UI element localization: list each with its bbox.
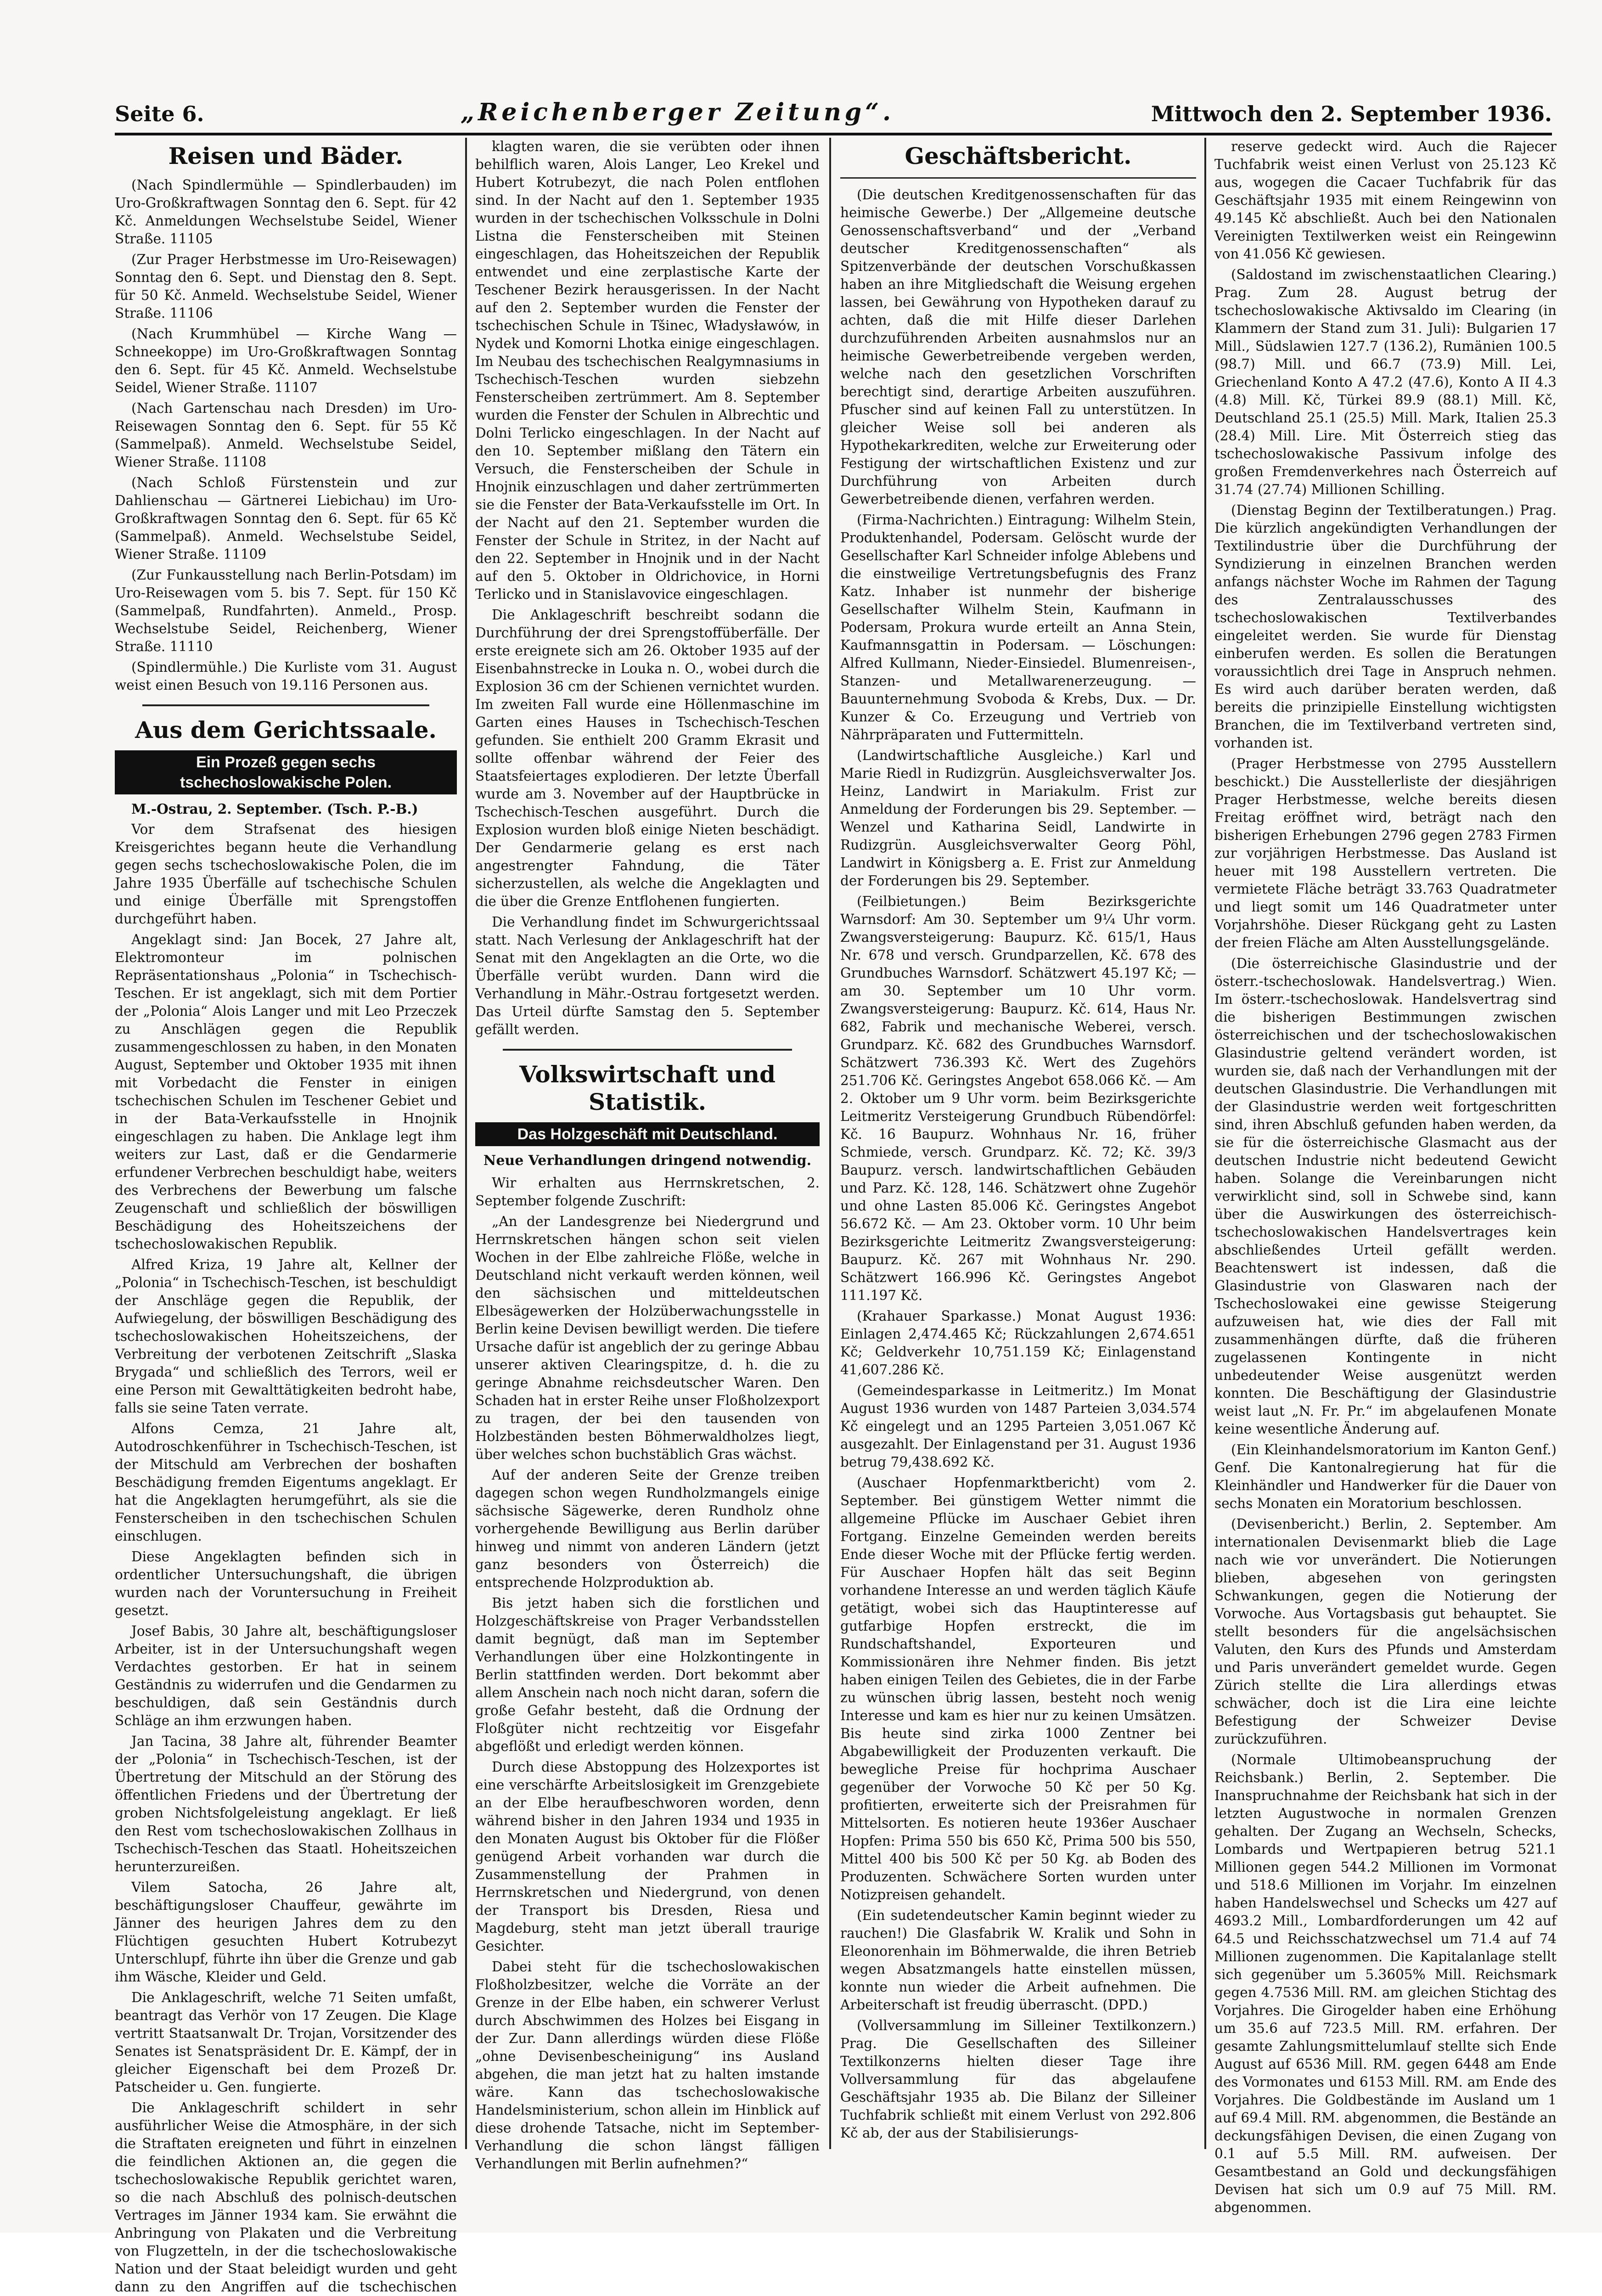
section-title-travel: Reisen und Bäder. (168, 142, 404, 169)
article-paragraph: Die Anklageschrift, welche 71 Seiten umfaßt, beantragt das Verhör von 17 Zeugen. Die Klage vertritt Staatsanwalt Dr. Trojan, Vorsitzender des Senates ist Senatspräsident Dr. E. Kämpf, der in gleicher Eigenschaft bei dem Prozeß Dr. Patscheider u. Gen. fungierte. (115, 1990, 457, 2095)
article-paragraph: Auf der anderen Seite der Grenze treiben dagegen schon wegen Rundholzmangels einige sächsische Sägewerke, deren Rundholz ohne vorhergehende Bewilligung aus Berlin darüber hinweg und nimmt von anderen Ländern (jetzt ganz besonders von Österreich) die entsprechende Holzproduktion ab. (475, 1467, 820, 1590)
article-paragraph: Diese Angeklagten befinden sich in ordentlicher Untersuchungshaft, die übrigen wurden nach der Voruntersuchung in Freiheit gesetzt. (115, 1549, 457, 1618)
travel-notice: (Nach Schloß Fürstenstein und zur Dahlienschau — Gärtnerei Liebichau) im Uro-Großkraftwagen Sonntag den 6. Sept. für 65 Kč (Sammelpaß). Anmeld. Wechselstube Seidel, Wiener Straße. 11109 (115, 475, 457, 562)
column-rule (465, 138, 467, 2149)
article-paragraph: Alfred Kriza, 19 Jahre alt, Kellner der „Polonia“ in Tschechisch-Teschen, ist beschuldigt der Anschläge gegen die Republik, der Aufwiegelung, der böswilligen Beschädigung des tschechoslowakischen Hoheitszeichens, der Verbreitung der verbotenen Zeitschrift „Slaska Brygada“ und schließlich des Terrors, weil er eine Person mit Gewalttätigkeiten bedroht habe, falls sie seine Taten verrate. (115, 1257, 457, 1416)
business-item: (Die österreichische Glasindustrie und der österr.-tschechoslowak. Handelsvertrag.) Wien. Im österr.-tschechoslowak. Handelsvertrag sind die bisherigen Bestimmungen zwischen österreichischen und der tschechoslowakischen Glasindustrie geltend verändert worden, ist wurden sie, daß nach der Verhandlungen mit der deutschen Glasindustrie. Die Verhandlungen mit der Glasindustrie werden weit fortgeschritten sind, ihren Abschluß gefunden haben werden, da sie für die österreichische Glasmacht aus der deutschen Industrie nicht bedeutend Gewicht haben. Solange die Vereinbarungen nicht verwirklicht sind, soll in Schwebe sind, kann über die Auswirkungen des österreichisch-tschechoslowakischen Handelsvertrages kein abschließendes Urteil gefällt werden. Beachtenswert ist indessen, daß die Glasindustrie von Glaswaren nach der Tschechoslowakei eine gewisse Steigerung aufzuweisen hat, wie dies der Fall mit zusammenhängen dürfte, daß die früheren zugelassenen Kontingente in nicht unbedeutender Weise ausgenützt werden konnten. Die Beschäftigung der Glasindustrie weist laut „N. Fr. Pr.“ im abgelaufenen Monate keine wesentliche Änderung auf. (1214, 956, 1557, 1437)
section-title-court: Aus dem Gerichtssaale. (135, 716, 437, 743)
article-paragraph: Die Anklageschrift beschreibt sodann die Durchführung der drei Sprengstoffüberfälle. Der erste ereignete sich am 26. Oktober 1935 auf der Eisenbahnstrecke in Louka n. O., wobei durch die Explosion 36 cm der Schienen vernichtet wurden. Im zweiten Fall wurde eine Höllenmaschine im Garten eines Hauses in Tschechisch-Teschen gefunden. Sie enthielt 200 Gramm Ekrasit und sollte offenbar während der Feier des Staatsfeiertages explodieren. Der letzte Überfall wurde am 3. November auf der Hauptbrücke in Tschechisch-Teschen ausgeführt. Durch die Explosion wurden bloß einige Nieten beschädigt. Der Gendarmerie gelang es erst nach angestrengter Fahndung, die Täter sicherzustellen, als welche die Angeklagten und die über die Grenze Entflohenen fungierten. (475, 607, 820, 909)
article-paragraph: Wir erhalten aus Herrnskretschen, 2. September folgende Zuschrift: (475, 1175, 820, 1209)
column-2 (475, 138, 820, 2172)
article-paragraph: Die Verhandlung findet im Schwurgerichtssaal statt. Nach Verlesung der Anklageschrift hat der Senat mit den Angeklagten an die Orte, wo die Überfälle verübt wurden. Dann wird die Verhandlung in Mähr.-Ostrau fortgesetzt werden. Das Urteil dürfte Samstag den 5. September gefällt werden. (475, 914, 820, 1037)
business-item: (Saldostand im zwischenstaatlichen Clearing.) Prag. Zum 28. August betrug der tschechoslowakische Aktivsaldo im Clearing (in Klammern der Stand zum 31. Juli): Bulgarien 17 Mill., Südslawien 127.7 (136.2), Rumänien 100.5 (98.7) Mill. und 66.7 (73.9) Mill. Lei, Griechenland Konto A 47.2 (47.6), Konto A II 4.3 (4.8) Mill. Kč, Türkei 89.9 (88.1) Mill. Kč, Deutschland 25.1 (25.5) Mill. Mark, Italien 25.3 (28.4) Mill. Lire. Mit Österreich stieg das tschechoslowakische Passivum infolge des großen Fremdenverkehres nach Österreich auf 31.74 (27.74) Millionen Schilling. (1214, 267, 1557, 497)
page-number: Seite 6. (115, 101, 204, 126)
business-item: (Landwirtschaftliche Ausgleiche.) Karl und Marie Riedl in Rudizgrün. Ausgleichsverwalter Jos. Heinz, Landwirt in Mariakulm. Frist zur Anmeldung der Forderungen bis 29. September. — Wenzel und Katharina Seidl, Landwirte in Rudizgrün. Ausgleichsverwalter Georg Pöhl, Landwirt in Königsberg a. E. Frist zur Anmeldung der Forderungen bis 29. September. (840, 748, 1196, 889)
article-paragraph: klagten waren, die sie verübten oder ihnen behilflich waren, Alois Langer, Leo Krekel und Hubert Kotrubezyt, die nach Polen entflohen sind. In der Nacht auf den 1. September 1935 wurden in der tschechischen Volksschule in Dolni Listna die Fensterscheiben mit Steinen eingeschlagen, das Hoheitszeichen der Republik entwendet und eine zerplastische Karte der Teschener Bezirk herausgerissen. In der Nacht auf den 2. September wurden die Fenster der tschechischen Schule in Tšinec, Władysławów, in Nydek und Komorni Lhotka einige eingeschlagen. Im Neubau des tschechischen Realgymnasiums in Tschechisch-Teschen wurden siebzehn Fensterscheiben zertrümmert. Am 8. September wurden die Fenster der Schulen in Albrechtic und Dolni Terlicko eingeschlagen. In der Nacht auf den 10. September mißlang den Tätern ein Versuch, die Fensterscheiben der Schule in Hnojnik einzuschlagen und daher zertrümmerten sie die Fenster der Bata-Verkaufsstelle im Ort. In der Nacht auf den 21. September wurden die Fenster der Schule in Stritez, in der Nacht auf den 22. September in Hnojnik und in der Nacht auf den 5. Oktober in Oldrichovice, in Horni Terlicko und in Stanislavovice eingeschlagen. (475, 139, 820, 602)
section-title-business: Geschäftsbericht. (905, 142, 1132, 169)
masthead (115, 85, 1552, 135)
article-paragraph: Vilem Satocha, 26 Jahre alt, beschäftigungsloser Chauffeur, gewährte im Jänner des heurigen Jahres dem zu den Flüchtigen gesuchten Hubert Kotrubezyt Unterschlupf, führte ihn über die Grenze und gab ihm Wäsche, Kleider und Geld. (115, 1880, 457, 1985)
article-paragraph: Die Anklageschrift schildert in sehr ausführlicher Weise die Atmosphäre, in der sich die Straftaten ereigneten und führt in einzelnen die feindlichen Aktionen an, die gegen die tschechoslowakische Republik gerichtet waren, so die nach Abschluß des polnisch-deutschen Vertrages im Jänner 1934 kam. Sie erwähnt die Anbringung von Plakaten und die Verbreitung von Flugzetteln, in der die tschechoslowakische Nation und der Staat beleidigt wurden und geht dann zu den Angriffen auf die tschechischen (115, 2100, 457, 2295)
travel-notice: (Nach Gartenschau nach Dresden) im Uro-Reisewagen Sonntag den 6. Sept. für 55 Kč (Sammelpaß). Anmeld. Wechselstube Seidel, Wiener Straße. 11108 (115, 400, 457, 470)
divider (840, 177, 1196, 179)
business-item: (Dienstag Beginn der Textilberatungen.) Prag. Die kürzlich angekündigten Verhandlungen der Textilindustrie über die Durchführung der Syndizierung in einzelnen Branchen werden anfangs nächster Woche im Rahmen der Tagung des Zentralausschusses des tschechoslowakischen Textilverbandes eingeleitet werden. Sie wurde für Dienstag einberufen werden. Es sollen die Beratungen voraussichtlich drei Tage in Anspruch nehmen. Es wird auch darüber beraten werden, daß bereits die prinzipielle Einstellung wichtigsten Branchen, die im Textilverband vertreten sind, vorhanden ist. (1214, 502, 1557, 751)
column-rule (829, 138, 831, 2149)
business-item: (Ein Kleinhandelsmoratorium im Kanton Genf.) Genf. Die Kantonalregierung hat für die Kleinhändler und Handwerker für die Dauer von sechs Monaten ein Moratorium beschlossen. (1214, 1442, 1557, 1511)
business-item: reserve gedeckt wird. Auch die Rajecer Tuchfabrik weist einen Verlust von 25.123 Kč aus, wogegen die Cacaer Tuchfabrik für das Geschäftsjahr 1935 mit einem Reingewinn von 49.145 Kč abschließt. Auch bei den Nationalen Vereinigten Textilwerken weist ein Reingewinn von 41.056 Kč gewiesen. (1214, 139, 1557, 262)
business-item: (Gemeindesparkasse in Leitmeritz.) Im Monat August 1936 wurden von 1487 Parteien 3,034.574 Kč eingelegt und an 1295 Parteien 3,051.067 Kč ausgezahlt. Der Einlagenstand per 31. August 1936 betrug 79,438.692 Kč. (840, 1383, 1196, 1470)
article-paragraph: „An der Landesgrenze bei Niedergrund und Herrnskretschen hängen schon seit vielen Wochen in der Elbe zahlreiche Flöße, welche in Deutschland nicht verkauft werden können, weil den sächsischen und mitteldeutschen Elbesägewerken der Holzüberwachungsstelle in Berlin keine Devisen bewilligt werden. Die tiefere Ursache dafür ist angeblich der zu geringe Abbau unserer aktiven Clearingspitze, d. h. die zu geringe Abnahme reichsdeutscher Waren. Den Schaden hat in erster Reihe unser Floßholzexport zu tragen, der bei den tausenden von Holzbeständen besten Böhmerwaldholzes liegt, über welches schon buchstäblich Gras wächst. (475, 1214, 820, 1462)
article-paragraph: Vor dem Strafsenat des hiesigen Kreisgerichtes begann heute die Verhandlung gegen sechs tschechoslowakische Polen, die im Jahre 1935 Überfälle auf tschechische Schulen und einige Überfälle mit Sprengstoffen durchgeführt haben. (115, 822, 457, 927)
column-rule (1204, 138, 1206, 2149)
business-item: (Die deutschen Kreditgenossenschaften für das heimische Gewerbe.) Der „Allgemeine deutsche Genossenschaftsverband“ und der „Verband deutscher Kreditgenossenschaften“ als Spitzenverbände der deutschen Vorschußkassen haben an ihre Mitgliedschaft die Weisung ergehen lassen, bei Gewährung von Hypotheken darauf zu achten, daß die mit Hilfe dieser Darlehen durchzuführenden Arbeiten ausnahmslos nur an heimische Gewerbetreibende vergeben werden, welche nach den gesetzlichen Vorschriften berechtigt sind, derartige Arbeiten auszuführen. Pfuscher sind auf keinen Fall zu unterstützen. In gleicher Weise soll bei anderen als Hypothekarkrediten, welche zur Erweiterung oder Festigung der wirtschaftlichen Existenz und zur Durchführung von Arbeiten durch Gewerbetreibende dienen, verfahren werden. (840, 187, 1196, 507)
article-paragraph: Josef Babis, 30 Jahre alt, beschäftigungsloser Arbeiter, ist in der Untersuchungshaft wegen Verdachtes gestorben. Er hat in seinem Geständnis zu widerrufen und die Gendarmen zu beschuldigen, daß sein Geständnis durch Schläge an ihm erzwungen haben. (115, 1623, 457, 1728)
article-paragraph: Jan Tacina, 38 Jahre alt, führender Beamter der „Polonia“ in Tschechisch-Teschen, ist der Übertretung der Mitschuld an der Störung des öffentlichen Friedens und der Übertretung der groben Nichtsfolgeleistung angeklagt. Er ließ den Rest vom tschechoslowakischen Zollhaus in Tschechisch-Teschen das Staatl. Hoheitszeichen herunterzureißen. (115, 1733, 457, 1874)
divider (142, 704, 429, 706)
column-3 (840, 138, 1196, 2149)
business-item: (Normale Ultimobeanspruchung der Reichsbank.) Berlin, 2. September. Die Inanspruchnahme der Reichsbank hat sich in der letzten Augustwoche in normalen Grenzen gehalten. Der Zugang an Wechseln, Schecks, Lombards und Wertpapieren betrug 521.1 Millionen gegen 544.2 Millionen im Vormonat und 518.6 Millionen im Vorjahr. Im einzelnen haben Handelswechsel und Schecks um 427 auf 4693.2 Mill., Lombardforderungen um 42 auf 64.5 und Reichsschatzwechsel um 71.4 auf 74 Millionen zugenommen. Die Kapitalanlage stellt sich gegenüber um 5.3605% Mill. Reichsmark gegen 4.7536 Mill. RM. am gleichen Stichtag des Vorjahres. Die Girogelder haben eine Erhöhung um 35.6 auf 723.5 Mill. RM. erfahren. Der gesamte Zahlungsmittelumlauf stellte sich Ende August auf 6536 Mill. RM. gegen 6448 am Ende des Vormonates und 6153 Mill. RM. am Ende des Vorjahres. Die Goldbestände im Ausland um 1 auf 69.4 Mill. RM. abgenommen, die Bestände an deckungsfähigen Devisen, die einen Zugang von 0.1 auf 5.5 Mill. RM. aufweisen. Der Gesamtbestand an Gold und deckungsfähigen Devisen hat sich um 0.9 auf 75 Mill. RM. abgenommen. (1214, 1752, 1557, 2215)
column-1 (115, 138, 457, 2295)
column-4 (1214, 138, 1557, 2215)
business-item: (Ein sudetendeutscher Kamin beginnt wieder zu rauchen!) Die Glasfabrik W. Kralik und Sohn in Eleonorenhain im Böhmerwalde, die ihren Betrieb wegen Absatzmangels hatte einstellen müssen, konnte nun wieder die Arbeit aufnehmen. Die Arbeiterschaft ist freudig überrascht. (DPD.) (840, 1908, 1196, 2013)
business-item: (Feilbietungen.) Beim Bezirksgerichte Warnsdorf: Am 30. September um 9¼ Uhr vorm. Zwangsversteigerung: Baupurz. Kč. 615/1, Haus Nr. 678 und versch. Grundparzellen, Kč. 678 des Grundbuches Warnsdorf. Schätzwert 45.197 Kč; — am 30. September um 10 Uhr vorm. Zwangsversteigerung: Baupurz. Kč. 614, Haus Nr. 682, Fabrik und mechanische Weberei, versch. Grundparz. Kč. 682 des Grundbuches Warnsdorf. Schätzwert 736.393 Kč. Wert des Zugehörs 251.706 Kč. Geringstes Angebot 658.066 Kč. — Am 2. Oktober um 9 Uhr vorm. beim Bezirksgerichte Leitmeritz Versteigerung Grundbuch Rübendörfel: Kč. 16 Baupurz. Wohnhaus Nr. 16, früher Schmiede, versch. Grundparz. Kč. 72; Kč. 39/3 Baupurz. versch. landwirtschaftlichen Gebäuden und Parz. Kč. 128, 146. Schätzwert ohne Zugehör und ohne Lasten 85.006 Kč. Geringstes Angebot 56.672 Kč. — Am 23. Oktober vorm. 10 Uhr beim Bezirksgerichte Leitmeritz Zwangsversteigerung: Baupurz. Kč. 267 mit Wohnhaus Nr. 290. Schätzwert 166.996 Kč. Geringstes Angebot 111.197 Kč. (840, 894, 1196, 1303)
travel-notice: (Nach Spindlermühle — Spindlerbauden) im Uro-Großkraftwagen Sonntag den 6. Sept. für 42 Kč. Anmeldungen Wechselstube Seidel, Wiener Straße. 11105 (115, 177, 457, 247)
business-item: (Krahauer Sparkasse.) Monat August 1936: Einlagen 2,474.465 Kč; Rückzahlungen 2,674.651 Kč; Geldverkehr 10,751.159 Kč; Einlagenstand 41,607.286 Kč. (840, 1308, 1196, 1378)
article-headline: Das Holzgeschäft mit Deutschland. (475, 1122, 820, 1146)
travel-notice: (Spindlermühle.) Die Kurliste vom 31. August weist einen Besuch von 19.116 Personen aus. (115, 659, 457, 693)
divider (503, 1049, 792, 1051)
article-paragraph: Dabei steht für die tschechoslowakischen Floßholzbesitzer, welche die Vorräte an der Grenze in der Elbe haben, ein schwerer Verlust durch Abschwimmen des Holzes bei Eisgang in der Zur. Dann allerdings würden diese Flöße „ohne Devisenbescheinigung“ ins Ausland abgehen, die man jetzt hat zu halten imstande wäre. Kann das tschechoslowakische Handelsministerium, schon allein im Hinblick auf diese drohende Tatsache, nicht im September-Verhandlung die schon längst fälligen Verhandlungen mit Berlin aufnehmen?“ (475, 1959, 820, 2172)
travel-notice: (Zur Funkausstellung nach Berlin-Potsdam) im Uro-Reisewagen vom 5. bis 7. Sept. für 150 Kč (Sammelpaß, Rundfahrten). Anmeld., Prosp. Wechselstube Seidel, Reichenberg, Wiener Straße. 11110 (115, 567, 457, 654)
article-paragraph: Alfons Cemza, 21 Jahre alt, Autodroschkenführer in Tschechisch-Teschen, ist der Mitschuld am Verbrechen der boshaften Beschädigung fremden Eigentums angeklagt. Er hat die Angeklagten herumgeführt, als sie die Fensterscheiben in den tschechischen Schulen einschlugen. (115, 1421, 457, 1544)
business-item: (Auschaer Hopfenmarktbericht) vom 2. September. Bei günstigem Wetter nimmt die allgemeine Pflücke im Auschaer Gebiet ihren Fortgang. Einzelne Gemeinden werden bereits Ende dieser Woche mit der Pflücke fertig werden. Für Auschaer Hopfen hält das seit Beginn vorhandene Interesse an und werden täglich Käufe getätigt, wobei sich das Hauptinteresse auf gutfarbige Hopfen erstreckt, die im Rundschaftshandel, Exporteuren und Kommissionären ihre Nehmer finden. Bis jetzt haben einigen Teilen des Gebietes, die in der Farbe zu wünschen übrig lassen, besteht noch wenig Interesse und kam es hier nur zu keinen Umsätzen. Bis heute sind zirka 1000 Zentner bei Abgabewilligkeit der Produzenten verkauft. Die bewegliche Preise für hochprima Auschaer gegenüber der Vorwoche 50 Kč per 50 Kg. profitierten, erweiterte sich der Preisrahmen für Mittelsorten. Es notieren heute 1936er Auschaer Hopfen: Prima 550 bis 650 Kč, Prima 500 bis 550, Mittel 400 bis 500 Kč per 50 Kg. ab Boden des Produzenten. Schwächere Sorten wurden unter Notizpreisen gehandelt. (840, 1475, 1196, 1902)
article-headline: Ein Prozeß gegen sechs tschechoslowakische Polen. (115, 750, 457, 794)
article-paragraph: Durch diese Abstoppung des Holzexportes ist eine verschärfte Arbeitslosigkeit im Grenzgebiete an der Elbe heraufbeschworen worden, denn während bisher in den Jahren 1934 und 1935 in den Monaten August bis Oktober für die Flößer genügend Arbeit vorhanden war durch die Zusammenstellung der Prahmen in Herrnskretschen und Niedergrund, von denen der Transport bis Dresden, Riesa und Magdeburg, steht man jetzt überall traurige Gesichter. (475, 1759, 820, 1954)
dateline: M.-Ostrau, 2. September. (Tsch. P.-B.) (131, 801, 418, 817)
business-item: (Firma-Nachrichten.) Eintragung: Wilhelm Stein, Produktenhandel, Podersam. Gelöscht wurde der Gesellschafter Karl Schneider infolge Ablebens und die einstweilige Vertretungsbefugnis des Franz Katz. Inhaber ist nunmehr der bisherige Gesellschafter Wilhelm Stein, Kaufmann in Podersam, Prokura wurde erteilt an Anna Stein, Kaufmannsgattin in Podersam. — Löschungen: Alfred Kullmann, Nieder-Einsiedel. Blumenreisen-, Stanzen- und Metallwarenerzeugung. — Bauunternehmung Svoboda & Krebs, Dux. — Dr. Kunzer & Co. Erzeugung und Vertrieb von Nährpräparaten und Futtermitteln. (840, 512, 1196, 743)
issue-date: Mittwoch den 2. September 1936. (1151, 101, 1552, 126)
article-subheadline: Neue Verhandlungen dringend notwendig. (483, 1153, 812, 1169)
travel-notice: (Nach Krummhübel — Kirche Wang — Schneekoppe) im Uro-Großkraftwagen Sonntag den 6. Sept. für 45 Kč. Anmeld. Wechselstube Seidel, Wiener Straße. 11107 (115, 326, 457, 395)
section-title-economy: Volkswirtschaft und Statistik. (519, 1061, 776, 1115)
article-paragraph: Angeklagt sind: Jan Bocek, 27 Jahre alt, Elektromonteur im polnischen Repräsentationshaus „Polonia“ in Tschechisch-Teschen. Er ist angeklagt, sich mit dem Portier der „Polonia“ Alois Langer und mit Leo Przeczek zu Anschlägen gegen die Republik zusammengeschlossen zu haben, in den Monaten August, September und Oktober 1935 mit ihnen mit Vorbedacht die Fenster in einigen tschechischen Schulen im Teschener Gebiet und in der Bata-Verkaufsstelle in Hnojnik eingeschlagen zu haben. Die Anklage legt ihm weiters zur Last, daß er die Gendarmerie erfundener Verbrechen beschuldigt habe, weiters des Verbrechens der Bewerbung um falsche Zeugenschaft und schließlich der böswilligen Beschädigung des Hoheitszeichens der tschechoslowakischen Republik. (115, 932, 457, 1252)
business-item: (Devisenbericht.) Berlin, 2. September. Am internationalen Devisenmarkt blieb die Lage nach wie vor unverändert. Die Notierungen blieben, abgesehen von geringsten Schwankungen, gegen die Notierung der Vorwoche. Aus Vortagsbasis gut behauptet. Sie stellt besonders für die angelsächsischen Valuten, den Kurs des Pfunds und Amsterdam und Paris unverändert gemeldet wurde. Gegen Zürich stellte die Lira allerdings etwas schwächer, doch ist die Lira eine leichte Befestigung der Schweizer Devise zurückzuführen. (1214, 1516, 1557, 1747)
travel-notice: (Zur Prager Herbstmesse im Uro-Reisewagen) Sonntag den 6. Sept. und Dienstag den 8. Sept. für 50 Kč. Anmeld. Wechselstube Seidel, Wiener Straße. 11106 (115, 252, 457, 321)
business-item: (Vollversammlung im Silleiner Textilkonzern.) Prag. Die Gesellschaften des Silleiner Textilkonzerns hielten dieser Tage ihre Vollversammlung für das abgelaufene Geschäftsjahr 1935 ab. Die Bilanz der Silleiner Tuchfabrik schließt mit einem Verlust von 292.806 Kč ab, der aus der Stabilisierungs- (840, 2018, 1196, 2141)
article-paragraph: Bis jetzt haben sich die forstlichen und Holzgeschäftskreise von Prager Verbandsstellen damit begnügt, daß man im September Verhandlungen über eine Holzkontingente in Berlin stattfinden werden. Dort bekommt aber allem Anschein nach noch nicht daran, sofern die große Gefahr besteht, daß die Ordnung der Floßgüter nicht rechtzeitig vor Eisgefahr abgeflößt und erledigt werden können. (475, 1595, 820, 1754)
business-item: (Prager Herbstmesse von 2795 Ausstellern beschickt.) Die Ausstellerliste der diesjährigen Prager Herbstmesse, welche bereits diesen Freitag eröffnet wird, beträgt nach den bisherigen Erhebungen 2796 gegen 2783 Firmen zur vorjährigen Herbstmesse. Das Ausland ist heuer mit 198 Ausstellern vertreten. Die vermietete Fläche beträgt 33.763 Quadratmeter und liegt somit um 146 Quadratmeter unter Vorjahrshöhe. Dieser Rückgang geht zu Lasten der freien Fläche am Alten Ausstellungsgelände. (1214, 756, 1557, 951)
newspaper-title: „Reichenberger Zeitung“. (461, 98, 895, 126)
